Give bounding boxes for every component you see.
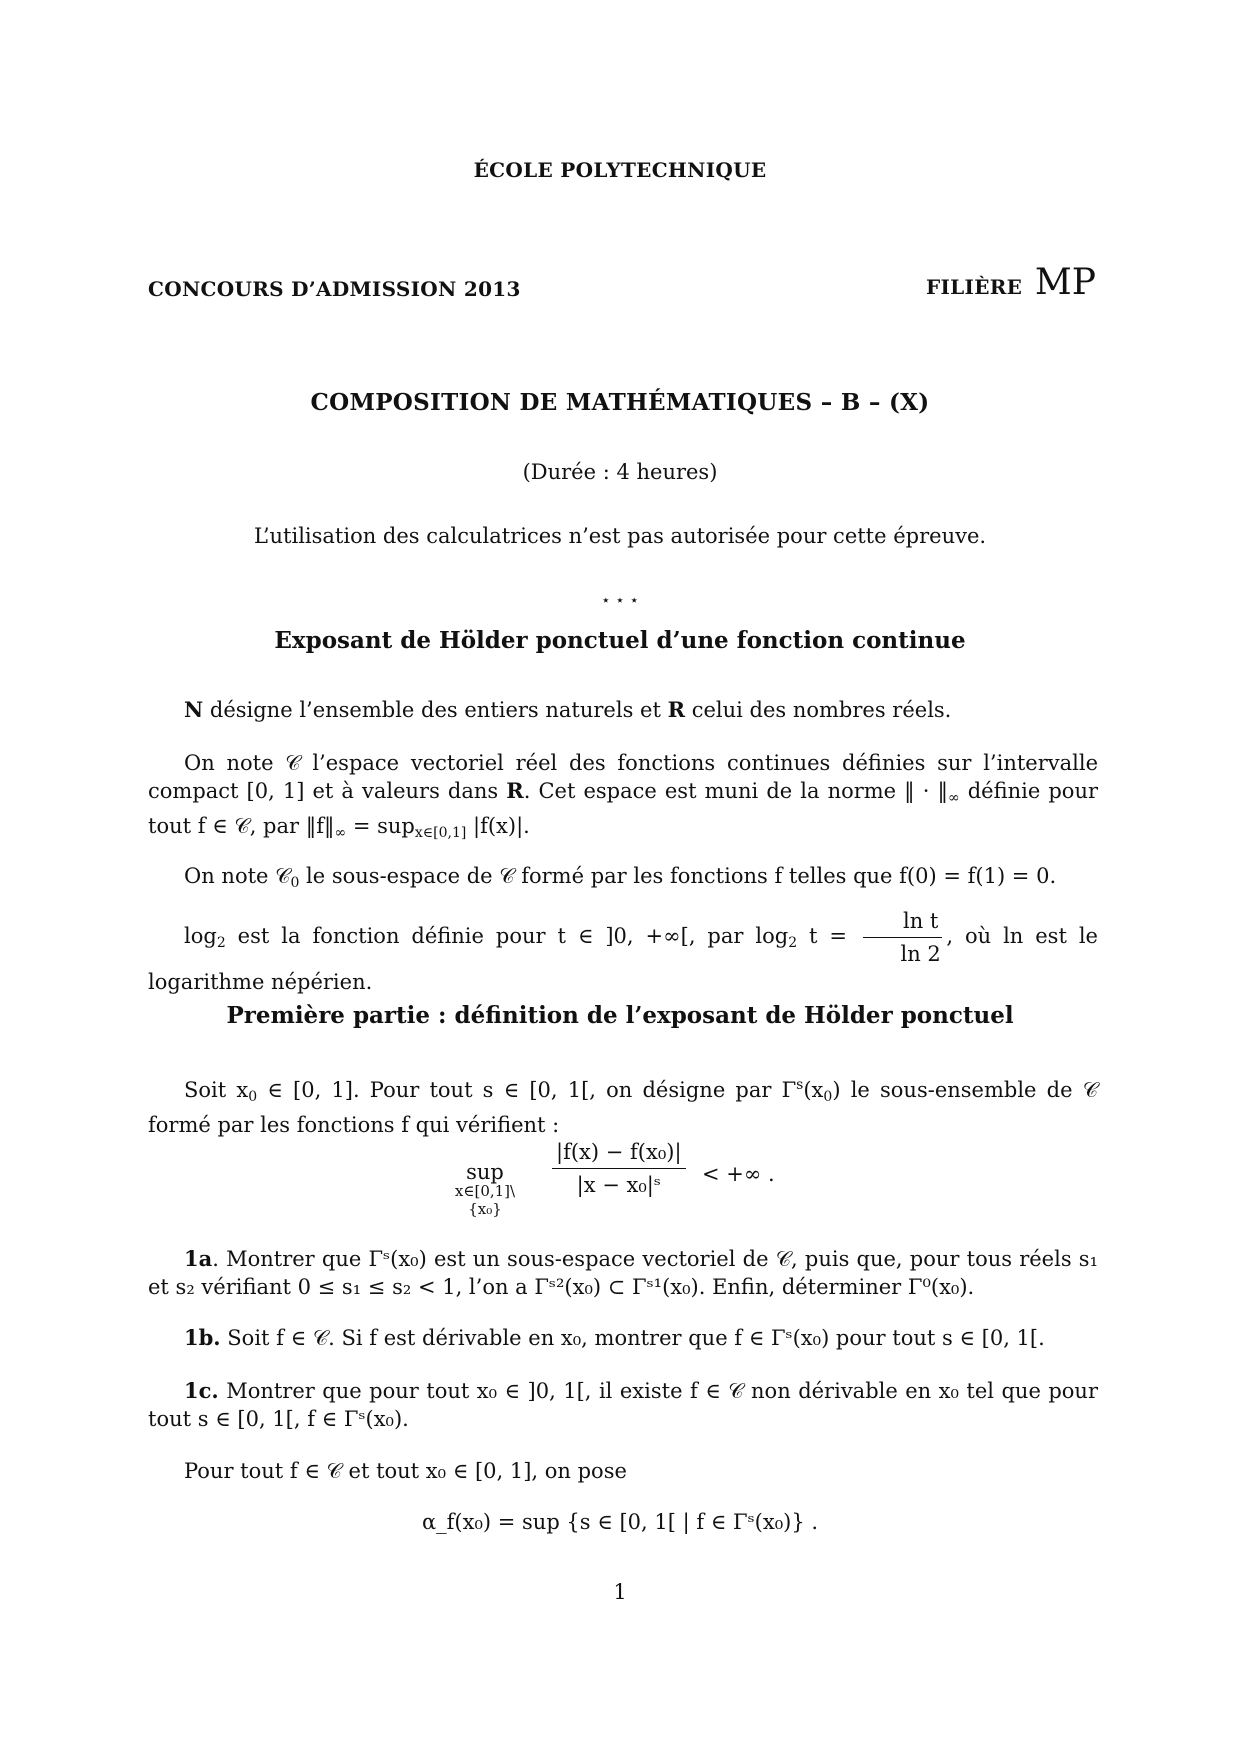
- intro-paragraph-4: [148, 907, 1098, 996]
- subscript: ∞: [334, 825, 347, 841]
- numerator: ln t: [863, 907, 942, 938]
- text: définie pour tout f ∈ 𝒞, par ‖f‖: [148, 779, 1099, 838]
- alpha-definition-equation: α_f(x₀) = sup {s ∈ [0, 1[ | f ∈ Γˢ(x₀)} .: [421, 1510, 819, 1534]
- text: celui des nombres réels.: [685, 698, 952, 722]
- text: On note 𝒞 l’espace vectoriel réel des fonctions continues définies sur l’intervalle compact [0, 1] et à valeurs dans: [148, 751, 1098, 803]
- text: ∈ [0, 1]. Pour tout s ∈ [0, 1[, on désigne par Γ: [257, 1078, 797, 1102]
- holder-condition-equation: [440, 1136, 860, 1216]
- filiere-block: [926, 262, 1096, 303]
- intro-paragraph-3: [148, 862, 1098, 897]
- subscript: 2: [788, 935, 798, 951]
- text: est la fonction définie pour t ∈ ]0, +∞[, par log: [225, 924, 789, 948]
- question-text: . Montrer que Γˢ(x₀) est un sous-espace vectoriel de 𝒞, puis que, pour tous réels s₁ et s₂ vérifiant 0 ≤ s₁ ≤ s₂ < 1, l’on a Γˢ²(x₀) ⊂ Γˢ¹(x₀). Enfin, déterminer Γ⁰(x₀).: [148, 1247, 1098, 1299]
- subscript: 2: [216, 935, 226, 951]
- sup-subscript: x∈[0,1]\{x₀}: [454, 1182, 516, 1218]
- holder-fraction: [552, 1140, 686, 1197]
- text: . Cet espace est muni de la norme ‖ · ‖: [523, 779, 948, 803]
- question-1b: [148, 1324, 1098, 1352]
- school-name: ÉCOLE POLYTECHNIQUE: [473, 158, 767, 182]
- subscript: x∈[0,1]: [414, 825, 467, 841]
- text: = sup: [346, 814, 415, 838]
- page-number: 1: [613, 1580, 627, 1604]
- question-1a: [148, 1245, 1098, 1301]
- question-label: 1c.: [184, 1378, 219, 1403]
- denominator: ln 2: [900, 942, 941, 966]
- intro-paragraph-1: [148, 696, 1098, 724]
- text: le sous-espace de 𝒞 formé par les fonctions f telles que f(0) = f(1) = 0.: [299, 864, 1057, 888]
- text: Soit x: [184, 1078, 249, 1102]
- question-label: 1b.: [184, 1325, 221, 1350]
- subscript: 0: [248, 1089, 258, 1105]
- text: , où ln est le logarithme népérien.: [148, 924, 1098, 994]
- filiere-value: MP: [1034, 262, 1096, 303]
- numerator: |f(x) − f(x₀)|: [552, 1140, 686, 1169]
- intro-paragraph-2: [148, 749, 1098, 847]
- bold-N: N: [184, 697, 204, 722]
- sup-word: sup: [466, 1160, 504, 1184]
- subscript: 0: [290, 875, 300, 891]
- text: désigne l’ensemble des entiers naturels et: [203, 698, 668, 722]
- exam-title: COMPOSITION DE MATHÉMATIQUES – B – (X): [310, 389, 930, 416]
- text: log: [184, 924, 217, 948]
- bold-R: R: [506, 778, 524, 803]
- fraction-log2: [863, 907, 942, 968]
- text: (x: [803, 1078, 824, 1102]
- text: |f(x)|.: [466, 814, 530, 838]
- subject-title: Exposant de Hölder ponctuel d’une fonction continue: [274, 627, 966, 654]
- denominator: |x − x₀|ˢ: [576, 1173, 661, 1197]
- bold-R: R: [667, 697, 686, 722]
- definition-intro: Pour tout f ∈ 𝒞 et tout x₀ ∈ [0, 1], on pose: [184, 1459, 627, 1483]
- question-label: 1a: [184, 1246, 213, 1271]
- sup-operator: [440, 1160, 530, 1218]
- text: On note 𝒞: [184, 864, 291, 888]
- subscript: ∞: [948, 790, 960, 806]
- equation-rhs: < +∞ .: [702, 1162, 775, 1186]
- text: t =: [797, 924, 848, 948]
- question-text: Montrer que pour tout x₀ ∈ ]0, 1[, il existe f ∈ 𝒞 non dérivable en x₀ tel que pour tout s ∈ [0, 1[, f ∈ Γˢ(x₀).: [148, 1379, 1098, 1431]
- stars-separator: ⋆ ⋆ ⋆: [601, 591, 639, 609]
- concours-label: CONCOURS D’ADMISSION 2013: [148, 277, 521, 301]
- question-1c: [148, 1377, 1098, 1433]
- filiere-label: FILIÈRE: [926, 275, 1023, 299]
- duration: (Durée : 4 heures): [522, 460, 718, 484]
- part1-paragraph-1: [148, 1071, 1098, 1139]
- question-text: Soit f ∈ 𝒞. Si f est dérivable en x₀, montrer que f ∈ Γˢ(x₀) pour tout s ∈ [0, 1[.: [220, 1326, 1045, 1350]
- part1-title: Première partie : définition de l’exposant de Hölder ponctuel: [226, 1002, 1014, 1029]
- superscript: s: [796, 1077, 804, 1093]
- text: ) le sous-ensemble de 𝒞 formé par les fonctions f qui vérifient :: [148, 1078, 1099, 1137]
- subscript: 0: [823, 1089, 833, 1105]
- calculator-note: L’utilisation des calculatrices n’est pas autorisée pour cette épreuve.: [253, 524, 987, 548]
